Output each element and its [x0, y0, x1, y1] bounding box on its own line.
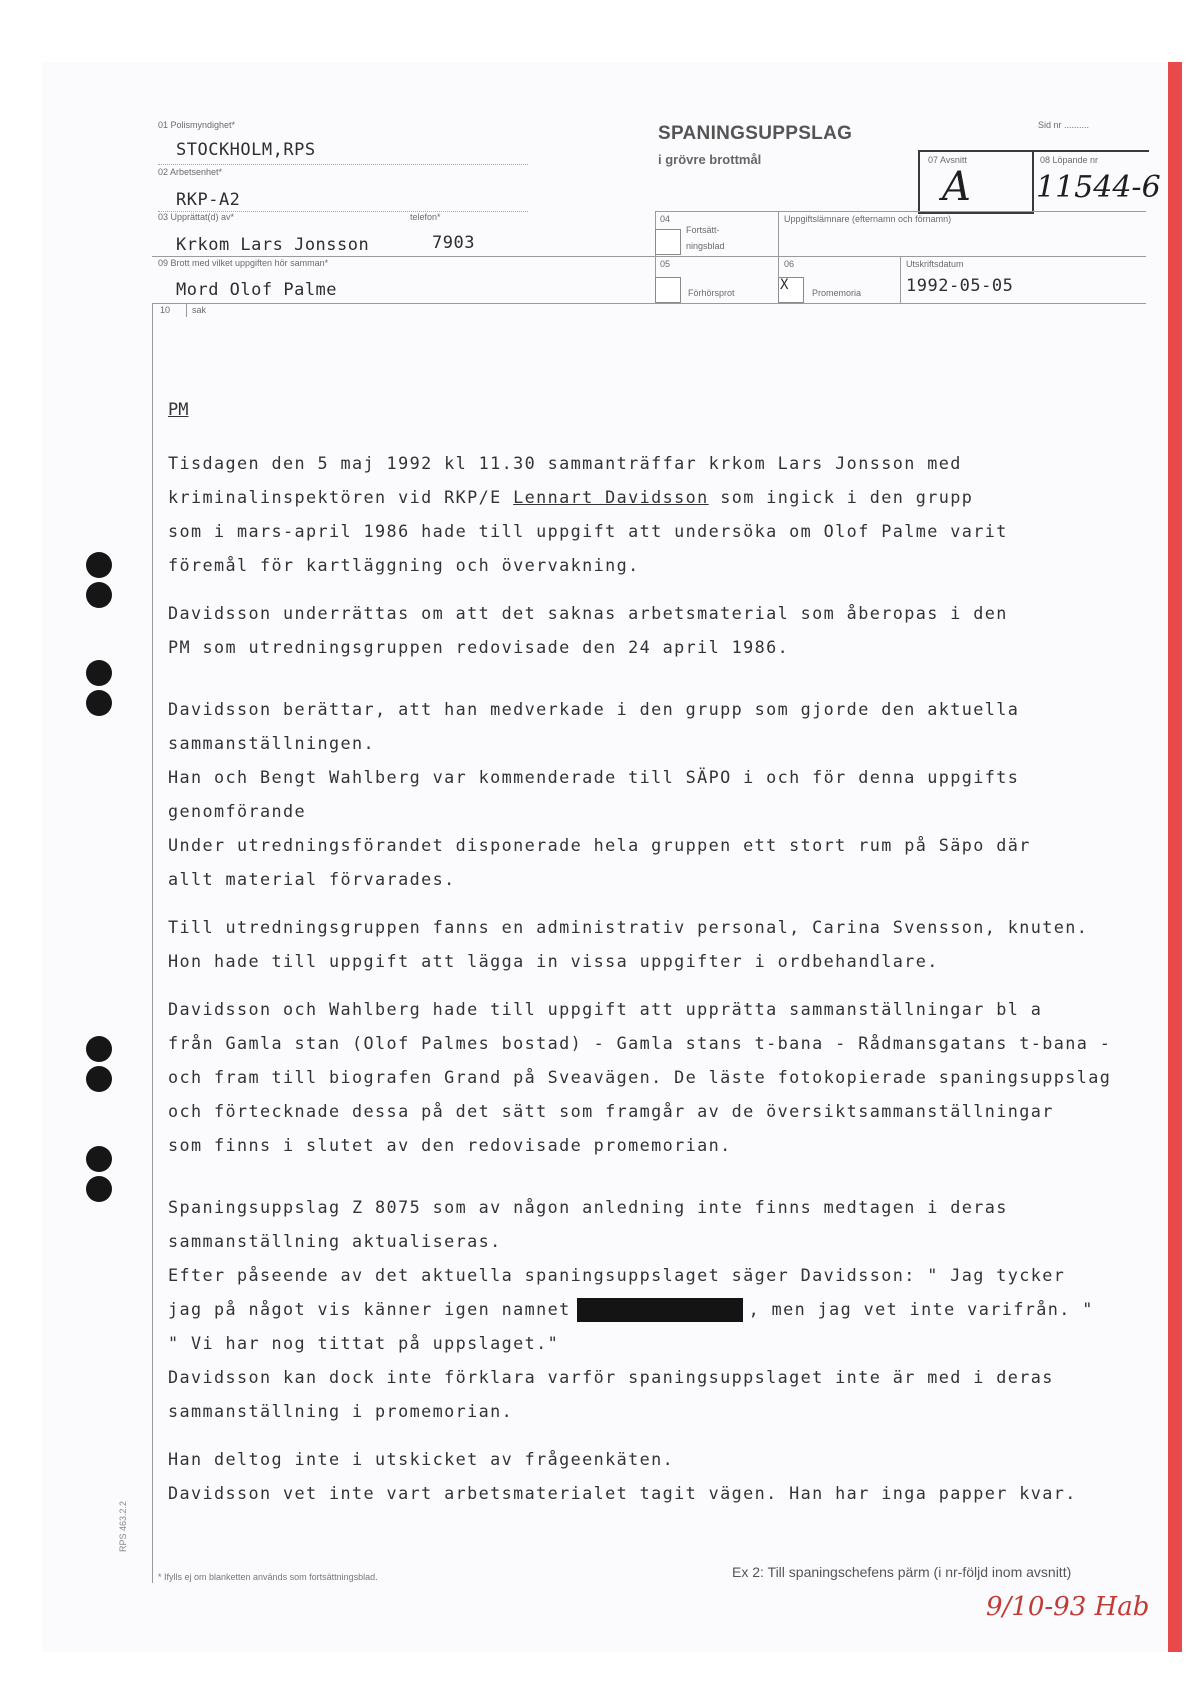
form-divider	[900, 256, 901, 303]
prepared-by-label: 03 Upprättat(d) av*	[158, 212, 235, 222]
body-line: som i mars-april 1986 hade till uppgift att undersöka om Olof Palme varit	[168, 521, 1008, 541]
punch-hole	[86, 660, 112, 686]
page-number-label: Sid nr ..........	[1038, 120, 1090, 130]
serial-value: 11544-6	[1036, 170, 1161, 205]
form-subtitle: i grövre brottmål	[658, 152, 762, 167]
punch-hole	[86, 1146, 112, 1172]
body-line: PM som utredningsgruppen redovisade den 24 april 1986.	[168, 637, 790, 657]
body-line: Davidsson och Wahlberg hade till uppgift att upprätta sammanställningar bl a	[168, 999, 1043, 1019]
body-line: genomförande	[168, 801, 307, 821]
memo-body	[168, 446, 1112, 1510]
form-rule	[655, 211, 1146, 212]
police-authority-value: STOCKHOLM,RPS	[176, 140, 316, 160]
field-04-label: 04	[660, 214, 671, 224]
body-line: Till utredningsgruppen fanns en administrativ personal, Carina Svensson, knuten.	[168, 917, 1089, 937]
punch-hole	[86, 1036, 112, 1062]
crime-value: Mord Olof Palme	[176, 280, 338, 300]
work-unit-label: 02 Arbetsenhet*	[158, 167, 223, 177]
interrogation-text: Förhörsprot	[688, 288, 735, 298]
form-rule	[152, 303, 1146, 304]
body-line: Spaningsuppslag Z 8075 som av någon anledning inte finns medtagen i deras	[168, 1197, 1008, 1217]
footnote: * Ifylls ej om blanketten används som fortsättningsblad.	[158, 1572, 378, 1582]
body-line: Hon hade till uppgift att lägga in vissa uppgifter i ordbehandlare.	[168, 951, 939, 971]
underlined-name: Lennart Davidsson	[513, 487, 709, 507]
redaction-block	[577, 1298, 743, 1322]
body-line: Davidsson berättar, att han medverkade i den grupp som gjorde den aktuella	[168, 699, 1020, 719]
red-edge-stripe	[1168, 62, 1182, 1652]
body-line: Han och Bengt Wahlberg var kommenderade till SÄPO i och för denna uppgifts	[168, 767, 1020, 787]
field-05-label: 05	[660, 259, 671, 269]
body-line: Tisdagen den 5 maj 1992 kl 11.30 sammanträffar krkom Lars Jonsson med	[168, 453, 962, 473]
phone-label: telefon*	[410, 212, 441, 222]
memo-check-mark: X	[780, 277, 789, 293]
body-line: sammanställningen.	[168, 733, 376, 753]
body-line: som finns i slutet av den redovisade promemorian.	[168, 1135, 732, 1155]
form-divider	[186, 303, 187, 317]
body-line: Han deltog inte i utskicket av frågeenkäten.	[168, 1449, 675, 1469]
section-label: 07 Avsnitt	[928, 155, 967, 165]
crime-label: 09 Brott med vilket uppgiften hör samman*	[158, 258, 329, 268]
body-line: Efter påseende av det aktuella spaningsuppslaget säger Davidsson: " Jag tycker	[168, 1265, 1066, 1285]
field-10-label: 10	[160, 305, 171, 315]
interrogation-checkbox[interactable]	[655, 277, 681, 303]
prepared-by-value: Krkom Lars Jonsson	[176, 235, 370, 255]
left-margin-rule	[152, 303, 153, 1583]
field-06-label: 06	[784, 259, 795, 269]
police-authority-label: 01 Polismyndighet*	[158, 120, 236, 130]
continuation-text-1: Fortsätt-	[686, 225, 720, 235]
punch-hole	[86, 1066, 112, 1092]
body-line: Davidsson vet inte vart arbetsmaterialet tagit vägen. Han har inga papper kvar.	[168, 1483, 1077, 1503]
body-line: Davidsson kan dock inte förklara varför spaningsuppslaget inte är med i deras	[168, 1367, 1054, 1387]
phone-value: 7903	[432, 233, 475, 253]
punch-hole	[86, 1176, 112, 1202]
continuation-text-2: ningsblad	[686, 241, 725, 251]
body-line: från Gamla stan (Olof Palmes bostad) - Gamla stans t-bana - Rådmansgatans t-bana -	[168, 1033, 1112, 1053]
body-line: föremål för kartläggning och övervakning.	[168, 555, 640, 575]
body-line: allt material förvarades.	[168, 869, 456, 889]
memo-text: Promemoria	[812, 288, 862, 298]
body-line: och fram till biografen Grand på Sveavägen. De läste fotokopierade spaningsuppslag	[168, 1067, 1112, 1087]
copy-distribution-note: Ex 2: Till spaningschefens pärm (i nr-följd inom avsnitt)	[732, 1564, 1072, 1580]
body-line: Under utredningsförandet disponerade hela gruppen ett stort rum på Säpo där	[168, 835, 1031, 855]
work-unit-value: RKP-A2	[176, 190, 241, 210]
print-date-value: 1992-05-05	[906, 276, 1014, 296]
body-line: jag på något vis känner igen namnet , men jag vet inte varifrån. "	[168, 1292, 1108, 1326]
memo-heading: PM	[168, 400, 189, 420]
continuation-checkbox[interactable]	[655, 229, 681, 255]
body-line: sammanställning aktualiseras.	[168, 1231, 502, 1251]
body-line: och förtecknade dessa på det sätt som framgår av de översiktsammanställningar	[168, 1101, 1054, 1121]
handwritten-annotation: 9/10-93 Hab	[986, 1592, 1150, 1622]
sak-label: sak	[192, 305, 207, 315]
body-line: Davidsson underrättas om att det saknas arbetsmaterial som åberopas i den	[168, 603, 1008, 623]
body-line: " Vi har nog tittat på uppslaget."	[168, 1333, 560, 1353]
form-title: SPANINGSUPPSLAG	[658, 123, 853, 144]
dotted-rule	[158, 164, 528, 165]
body-line: sammanställning i promemorian.	[168, 1401, 514, 1421]
serial-label: 08 Löpande nr	[1040, 155, 1099, 165]
punch-hole	[86, 582, 112, 608]
print-date-label: Utskriftsdatum	[906, 259, 964, 269]
punch-hole	[86, 690, 112, 716]
punch-hole	[86, 552, 112, 578]
informant-label: Uppgiftslämnare (efternamn och förnamn)	[784, 214, 952, 224]
section-value: A	[942, 164, 971, 210]
body-line: kriminalinspektören vid RKP/E Lennart Davidsson som ingick i den grupp	[168, 487, 974, 507]
form-code: RPS 463.2.2	[118, 1500, 128, 1552]
